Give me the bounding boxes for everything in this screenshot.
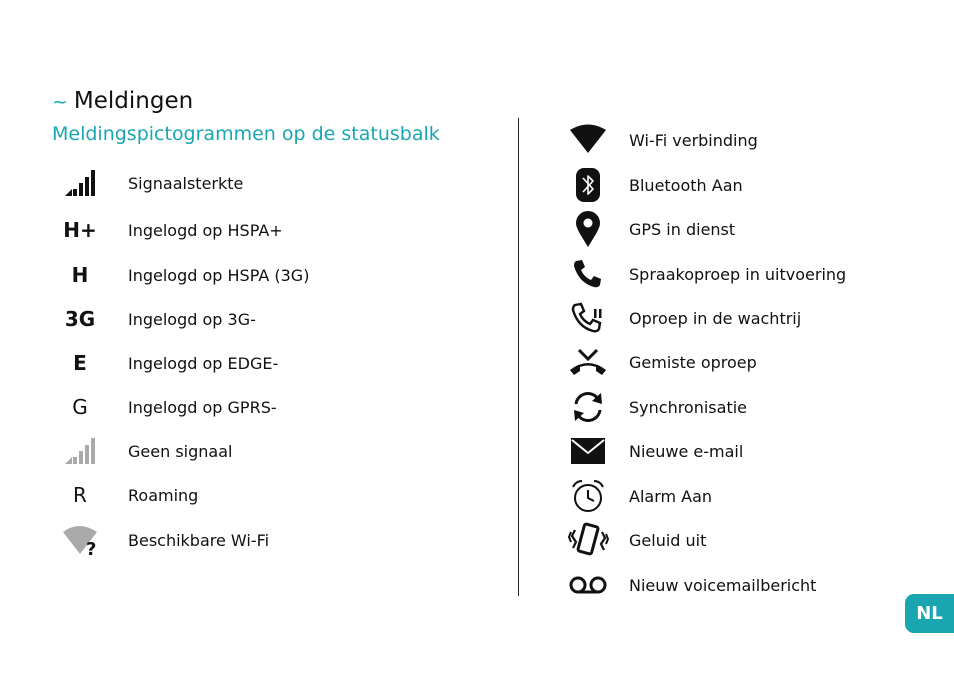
edge-icon: E [73, 351, 87, 375]
list-item [54, 434, 232, 468]
item-label: Synchronisatie [629, 397, 748, 417]
item-label: Bluetooth Aan [629, 175, 743, 195]
voicemail-icon [562, 568, 614, 602]
item-label: Signaalsterkte [128, 173, 244, 193]
missed-call-icon [562, 345, 614, 379]
item-label: Ingelogd op EDGE- [128, 353, 279, 373]
item-label: Nieuwe e-mail [629, 441, 744, 461]
item-label: Ingelogd op GPRS- [128, 397, 277, 417]
list-item [54, 478, 198, 512]
bluetooth-icon [562, 168, 614, 202]
phone-call-icon [562, 257, 614, 291]
item-label: Geen signaal [128, 441, 233, 461]
list-item [562, 568, 816, 602]
location-pin-icon [562, 212, 614, 246]
list-item [562, 301, 801, 335]
list-item [54, 390, 277, 424]
item-label: Ingelogd op HSPA+ [128, 220, 283, 240]
list-item [562, 168, 743, 202]
page-title: Meldingen [73, 88, 194, 114]
list-item [54, 213, 283, 247]
sync-icon [562, 390, 614, 424]
section-heading [52, 88, 193, 114]
roaming-icon: R [73, 483, 87, 507]
item-label: Ingelogd op 3G- [128, 309, 256, 329]
signal-strength-icon [54, 166, 106, 200]
item-label: Oproep in de wachtrij [629, 308, 802, 328]
list-item [562, 390, 747, 424]
list-item [562, 257, 846, 291]
list-item [54, 523, 269, 557]
list-item [562, 345, 757, 379]
item-label: Roaming [128, 485, 199, 505]
no-signal-icon [54, 434, 106, 468]
wifi-icon [562, 123, 614, 157]
email-icon [562, 434, 614, 468]
item-label: Geluid uit [629, 530, 707, 550]
list-item [562, 434, 743, 468]
item-label: Spraakoproep in uitvoering [629, 264, 847, 284]
item-label: Ingelogd op HSPA (3G) [128, 265, 310, 285]
gprs-icon: G [72, 395, 88, 419]
language-badge: NL [905, 594, 954, 633]
list-item [54, 258, 309, 292]
list-item [562, 479, 712, 513]
hspa-plus-icon: H+ [63, 218, 97, 242]
wifi-available-icon [54, 523, 106, 557]
list-item [562, 212, 735, 246]
section-subheading: Meldingspictogrammen op de statusbalk [52, 123, 440, 145]
3g-icon: 3G [64, 307, 96, 331]
call-on-hold-icon [562, 301, 614, 335]
list-item [562, 123, 758, 157]
item-label: Beschikbare Wi-Fi [128, 530, 270, 550]
vibrate-icon [562, 523, 614, 557]
item-label: Nieuw voicemailbericht [629, 575, 817, 595]
item-label: Wi-Fi verbinding [629, 130, 758, 150]
heading-tilde: ~ [52, 91, 68, 113]
alarm-clock-icon [562, 479, 614, 513]
column-divider [518, 118, 519, 596]
item-label: Gemiste oproep [629, 352, 757, 372]
list-item [54, 302, 256, 336]
item-label: GPS in dienst [629, 219, 736, 239]
list-item [54, 166, 243, 200]
item-label: Alarm Aan [629, 486, 713, 506]
list-item [562, 523, 706, 557]
svg-text:?: ? [86, 539, 97, 556]
hspa-icon: H [71, 263, 89, 287]
list-item [54, 346, 278, 380]
